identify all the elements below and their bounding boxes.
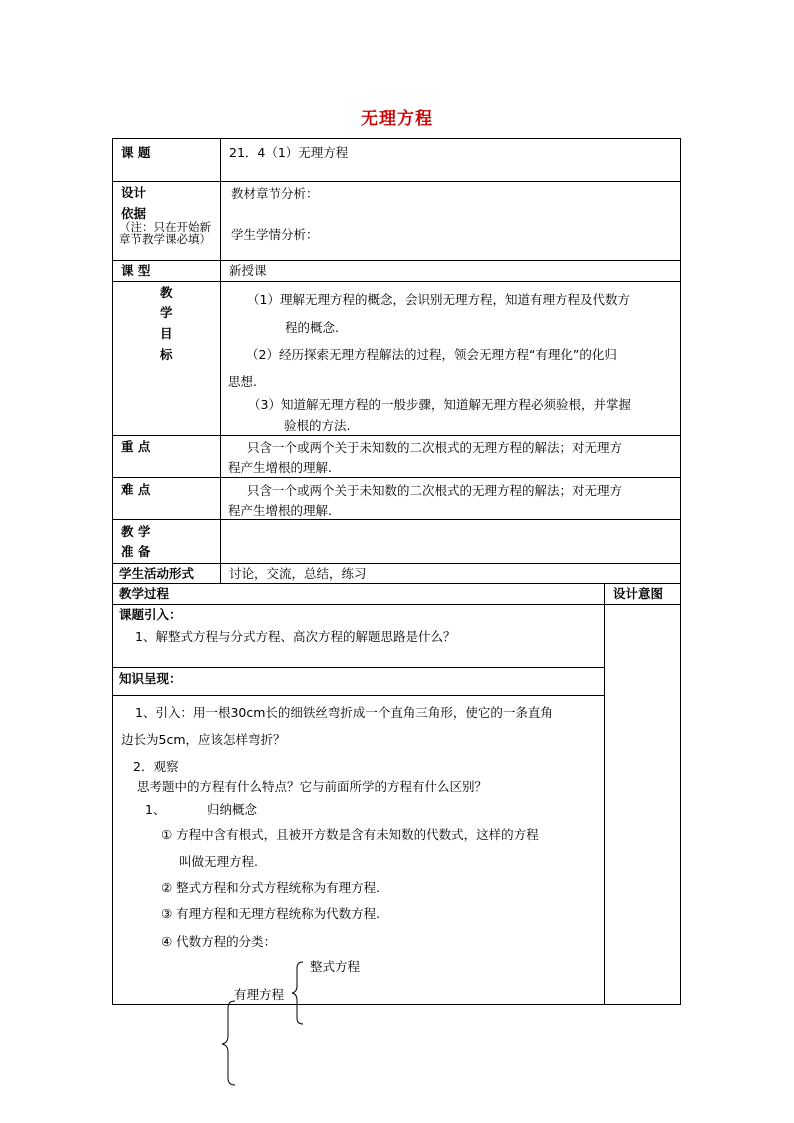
document-title: 无理方程 (361, 109, 433, 129)
goals-label-char: 教 (160, 285, 173, 300)
difficulties-label: 难 点 (121, 482, 151, 497)
difficulties-line2: 程产生增根的理解. (228, 503, 332, 518)
goal-2-line2: 思想. (228, 374, 257, 389)
knowledge-p4-num: 1、 (145, 802, 166, 817)
design-label-line2: 依据 (121, 206, 147, 221)
intro-question: 1、解整式方程与分式方程、高次方程的解题思路是什么？ (135, 629, 456, 644)
inner-brace (292, 962, 303, 1024)
topic-value: 21．4（1）无理方程 (229, 145, 349, 160)
goals-label-char: 学 (160, 305, 173, 320)
concept-3: ③ 有理方程和无理方程统称为代数方程. (161, 906, 381, 921)
goal-2-line1: （2）经历探索无理方程解法的过程，领会无理方程“有理化”的化归 (246, 347, 617, 362)
design-label-line1: 设计 (121, 185, 147, 200)
design-item-material: 教材章节分析： (231, 186, 319, 201)
activity-label: 学生活动形式 (119, 566, 195, 581)
key-points-line1: 只含一个或两个关于未知数的二次根式的无理方程的解法；对无理方 (247, 440, 623, 455)
knowledge-p1-line1: 1、引入：用一根30cm长的细铁丝弯折成一个直角三角形，使它的一条直角 (135, 705, 553, 720)
process-label: 教学过程 (119, 586, 170, 601)
goals-label-char: 标 (160, 347, 173, 362)
preparation-label-line1: 教 学 (121, 524, 151, 539)
goal-1-line1: （1）理解无理方程的概念，会识别无理方程，知道有理方程及代数方 (247, 292, 630, 307)
tree-rational-equation: 有理方程 (234, 987, 285, 1002)
knowledge-heading: 知识呈现： (119, 671, 182, 686)
design-item-students: 学生学情分析： (231, 227, 319, 242)
outer-brace (222, 1001, 235, 1085)
tree-integral-equation: 整式方程 (310, 959, 361, 974)
activity-value: 讨论，交流，总结，练习 (229, 566, 367, 581)
lesson-type-label: 课 型 (121, 263, 151, 278)
topic-label: 课 题 (121, 145, 151, 160)
goals-label-char: 目 (160, 326, 173, 341)
concept-2: ② 整式方程和分式方程统称为有理方程. (161, 880, 381, 895)
goal-3-line2: 验根的方法. (284, 418, 351, 433)
knowledge-p2: 2．观察 (133, 759, 179, 774)
design-intent-label: 设计意图 (613, 586, 664, 601)
key-points-line2: 程产生增根的理解. (228, 460, 332, 475)
preparation-label-line2: 准 备 (121, 544, 151, 559)
knowledge-p4-text: 归纳概念 (207, 802, 258, 817)
concept-1-line1: ① 方程中含有根式，且被开方数是含有未知数的代数式，这样的方程 (161, 827, 539, 842)
lesson-type-value: 新授课 (229, 263, 267, 278)
intro-heading: 课题引入： (119, 607, 182, 622)
goal-3-line1: （3）知道解无理方程的一般步骤，知道解无理方程必须验根，并掌握 (248, 397, 631, 412)
goal-1-line2: 程的概念. (285, 320, 339, 335)
knowledge-p1-line2: 边长为5cm，应该怎样弯折？ (121, 732, 286, 747)
concept-1-line2: 叫做无理方程. (179, 854, 258, 869)
design-note: （注：只在开始新章节教学课必填） (119, 220, 211, 246)
key-points-label: 重 点 (121, 439, 151, 454)
knowledge-p3: 思考题中的方程有什么特点？它与前面所学的方程有什么区别？ (137, 779, 488, 794)
difficulties-line1: 只含一个或两个关于未知数的二次根式的无理方程的解法；对无理方 (247, 483, 623, 498)
concept-4: ④ 代数方程的分类： (161, 934, 277, 949)
